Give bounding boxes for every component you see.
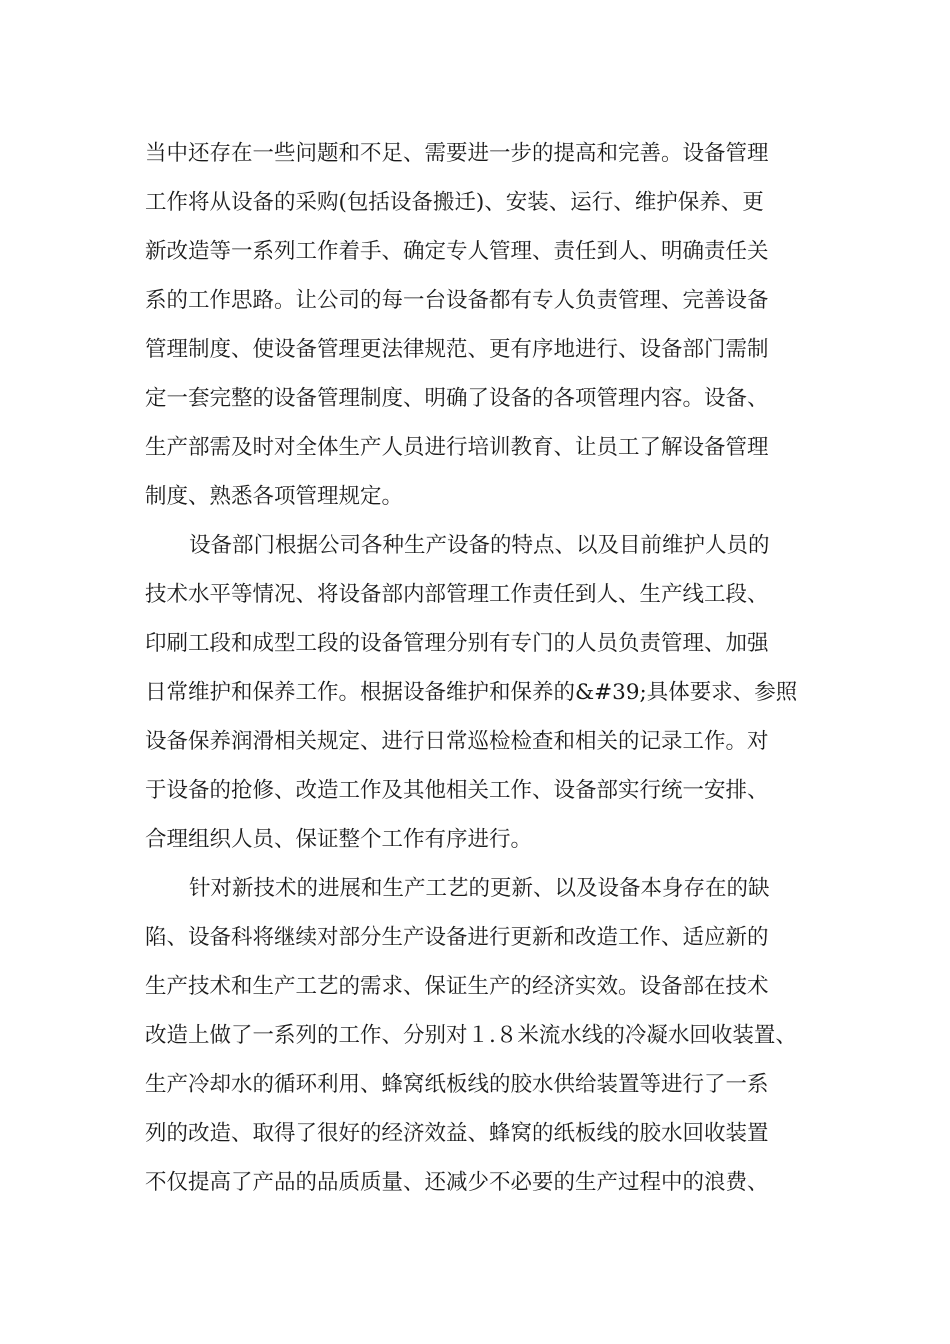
text-line-22: 不仅提高了产品的品质质量、还减少不必要的生产过程中的浪费、 [145,1170,769,1195]
text-line-19: 改造上做了一系列的工作、分别对１.８米流水线的冷凝水回收装置、 [145,1023,797,1048]
document-body [145,129,817,1207]
text-line-21: 列的改造、取得了很好的经济效益、蜂窝的纸板线的胶水回收装置 [145,1121,769,1146]
text-line-10: 技术水平等情况、将设备部内部管理工作责任到人、生产线工段、 [145,582,769,607]
text-line-4: 系的工作思路。让公司的每一台设备都有专人负责管理、完善设备 [145,288,769,313]
text-line-8: 制度、熟悉各项管理规定。 [145,484,404,509]
text-line-7: 生产部需及时对全体生产人员进行培训教育、让员工了解设备管理 [145,435,769,460]
text-line-11: 印刷工段和成型工段的设备管理分别有专门的人员负责管理、加强 [145,631,769,656]
text-line-3: 新改造等一系列工作着手、确定专人管理、责任到人、明确责任关 [145,239,769,264]
text-line-20: 生产冷却水的循环利用、蜂窝纸板线的胶水供给装置等进行了一系 [145,1072,769,1097]
text-line-18: 生产技术和生产工艺的需求、保证生产的经济实效。设备部在技术 [145,974,769,999]
text-line-1: 当中还存在一些问题和不足、需要进一步的提高和完善。设备管理 [145,141,769,166]
text-line-2: 工作将从设备的采购(包括设备搬迁)、安装、运行、维护保养、更 [145,190,764,215]
paragraph-start-line-16: 针对新技术的进展和生产工艺的更新、以及设备本身存在的缺 [189,876,770,901]
text-line-13: 设备保养润滑相关规定、进行日常巡检检查和相关的记录工作。对 [145,729,769,754]
text-line-17: 陷、设备科将继续对部分生产设备进行更新和改造工作、适应新的 [145,925,769,950]
paragraph-start-line-9: 设备部门根据公司各种生产设备的特点、以及目前维护人员的 [189,533,770,558]
text-line-5: 管理制度、使设备管理更法律规范、更有序地进行、设备部门需制 [145,337,769,362]
text-line-14: 于设备的抢修、改造工作及其他相关工作、设备部实行统一安排、 [145,778,769,803]
text-line-15: 合理组织人员、保证整个工作有序进行。 [145,827,533,852]
text-line-12: 日常维护和保养工作。根据设备维护和保养的&#39;具体要求、参照 [145,680,798,705]
text-line-6: 定一套完整的设备管理制度、明确了设备的各项管理内容。设备、 [145,386,769,411]
